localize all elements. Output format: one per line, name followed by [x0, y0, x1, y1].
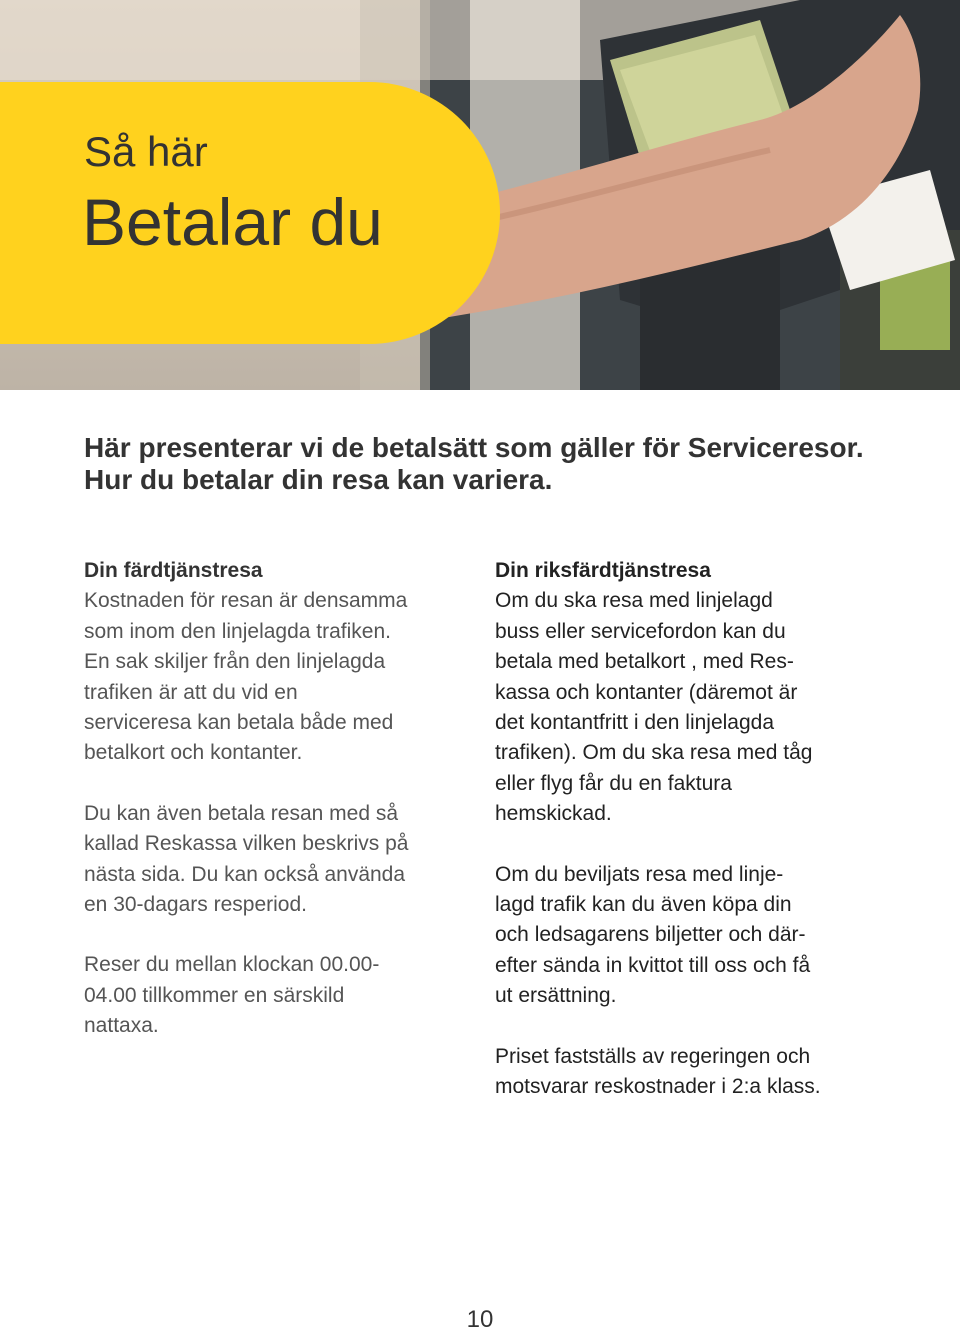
intro-text: Här presenterar vi de betalsätt som gäller för Serviceresor. Hur du betalar din resa kan variera.	[84, 432, 864, 495]
paragraph: Reser du mellan klockan 00.00- 04.00 tillkommer en särskild nattaxa.	[84, 953, 380, 1038]
paragraph: Om du ska resa med linjelagd buss eller servicefordon kan du betala med betalkort , med Res- kassa och kontanter (däremot är det kontantfritt i den linjelagda trafiken). Om du ska resa med tåg eller flyg får du en faktura hemskickad.	[495, 589, 813, 826]
paragraph: Kostnaden för resan är densamma som inom den linjelagda trafiken. En sak skiljer från den linjelagda trafiken är att du vid en serviceresa kan betala både med betalkort och kontanter.	[84, 589, 408, 765]
hero-subtitle: Så här	[84, 128, 208, 175]
page-number: 10	[466, 1306, 494, 1333]
section-heading-fardtjanst: Din färdtjänstresa	[84, 559, 263, 582]
left-column	[84, 556, 484, 1042]
paragraph: Om du beviljats resa med linje- lagd trafik kan du även köpa din och ledsagarens biljetter och där- efter sända in kvittot till oss och få ut ersättning.	[495, 862, 811, 1008]
right-column	[495, 556, 895, 1103]
paragraph: Priset fastställs av regeringen och motsvarar reskostnader i 2:a klass.	[495, 1044, 821, 1099]
paragraph: Du kan även betala resan med så kallad Reskassa vilken beskrivs på nästa sida. Du kan också använda en 30-dagars resperiod.	[84, 801, 409, 917]
page-title: Betalar du	[82, 185, 383, 259]
section-heading-riksfardtjanst: Din riksfärdtjänstresa	[495, 559, 711, 582]
hero-photo	[0, 0, 960, 390]
